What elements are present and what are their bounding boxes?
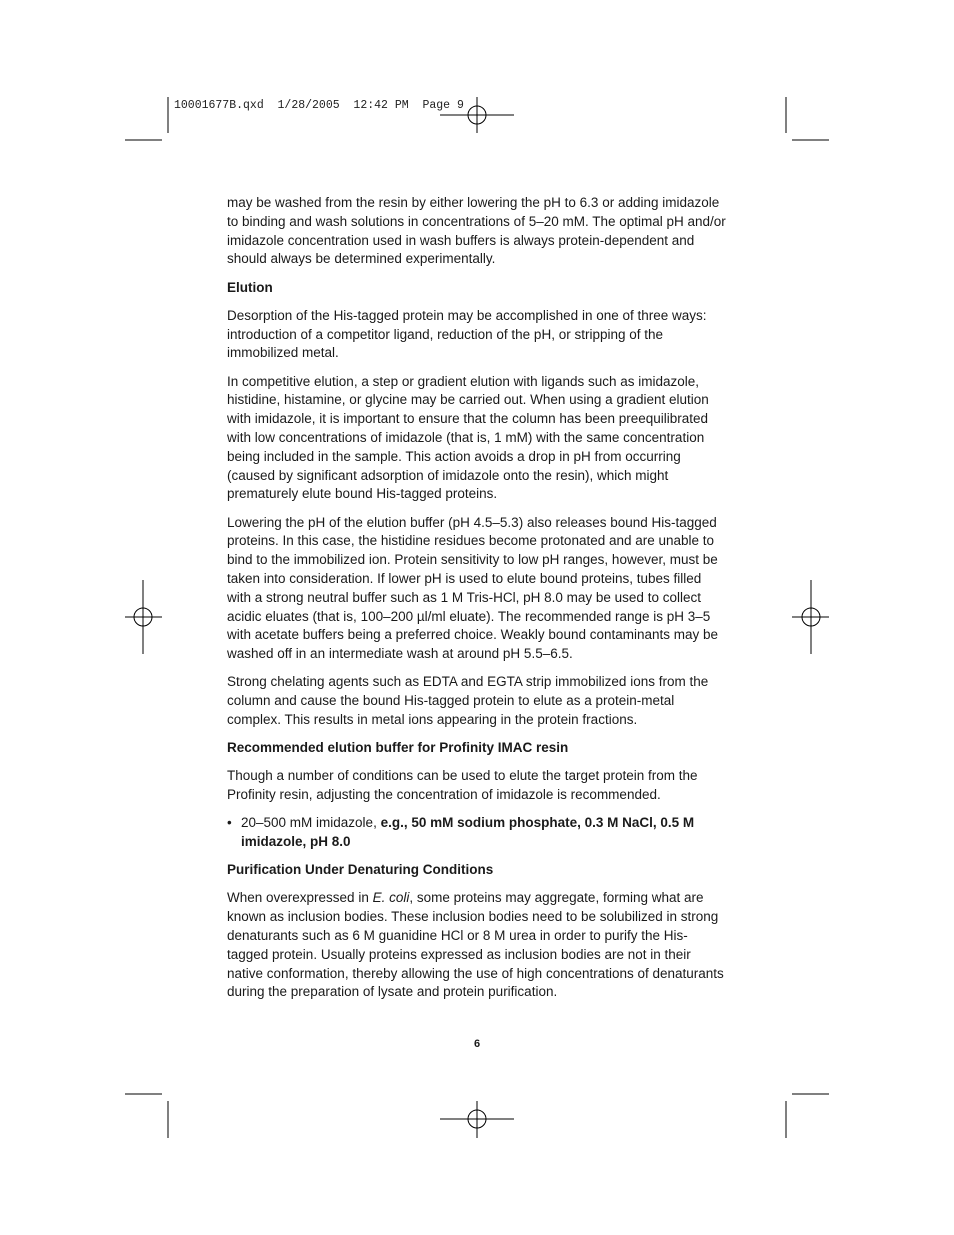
page-number: 6 bbox=[473, 1038, 481, 1050]
bullet-text: 20–500 mM imidazole, bbox=[241, 815, 381, 831]
recommended-paragraph: Though a number of conditions can be used to elute the target protein from the Profinity resin, adjusting the concentration of imidazole is recommended. bbox=[227, 768, 698, 803]
buffer-list-item bbox=[227, 814, 727, 852]
elution-paragraph-2: In competitive elution, a step or gradient elution with ligands such as imidazole, histidine, histamine, or glycine may be carried out. When using a gradient elution with imidazole, it is important to ensure that the column has been preequilibrated with low concentrations of imidazole (that is, 1 mM) with the same concentration being included in the sample. This action avoids a drop in pH from occurring (caused by significant adsorption of imidazole onto the resin), which might prematurely elute bound His-tagged proteins. bbox=[227, 373, 709, 502]
denaturing-paragraph bbox=[227, 889, 727, 1002]
denaturing-text-start: When overexpressed in bbox=[227, 890, 373, 906]
elution-paragraph-4: Strong chelating agents such as EDTA and EGTA strip immobilized ions from the column and cause the bound His-tagged protein to elute as a protein-metal complex. This results in metal ions appearing in the protein fractions. bbox=[227, 674, 709, 727]
recommended-buffer-heading: Recommended elution buffer for Profinity IMAC resin bbox=[227, 740, 569, 756]
bullet-dot: • bbox=[227, 815, 232, 831]
elution-paragraph-3: Lowering the pH of the elution buffer (pH 4.5–5.3) also releases bound His-tagged proteins. In this case, the histidine residues become protonated and are unable to bind to the immobilized ion. Protein sensitivity to low pH ranges, however, must be taken into consideration. If lower pH is used to elute bound proteins, tubes filled with a strong neutral buffer such as 1 M Tris-HCl, pH 8.0 may be used to collect acidic eluates (that is, 100–200 µl/ml eluate). The recommended range is pH 3–5 with acetate buffers being a preferred choice. Weakly bound contaminants may be washed off in an intermediate wash at around pH 5.5–6.5. bbox=[227, 514, 719, 662]
elution-paragraph-1: Desorption of the His-tagged protein may be accomplished in one of three ways: introduction of a competitor ligand, reduction of the pH, or stripping of the immobilized metal. bbox=[227, 307, 707, 361]
page-body bbox=[227, 194, 727, 1012]
denaturing-heading: Purification Under Denaturing Conditions bbox=[227, 862, 494, 878]
bullet-bold-text: e.g., 50 mM sodium phosphate, 0.3 M NaCl, 0.5 M imidazole, pH 8.0 bbox=[241, 815, 695, 850]
file-slug: 10001677B.qxd 1/28/2005 12:42 PM Page 9 bbox=[174, 99, 464, 112]
denaturing-text-end: , some proteins may aggregate, forming what are known as inclusion bodies. These inclusion bodies need to be solubilized in strong denaturants such as 6 M guanidine HCl or 8 M urea in order to purify the His-tagged protein. Usually proteins expressed as inclusion bodies are not in their native conformation, thereby allowing the use of high concentrations of denaturants during the preparation of lysate and protein purification. bbox=[227, 890, 724, 1000]
elution-heading: Elution bbox=[227, 279, 273, 295]
intro-paragraph: may be washed from the resin by either lowering the pH to 6.3 or adding imidazole to binding and wash solutions in concentrations of 5–20 mM. The optimal pH and/or imidazole concentration used in wash buffers is always protein-dependent and should always be determined experimentally. bbox=[227, 195, 726, 267]
species-name: E. coli bbox=[372, 890, 410, 906]
